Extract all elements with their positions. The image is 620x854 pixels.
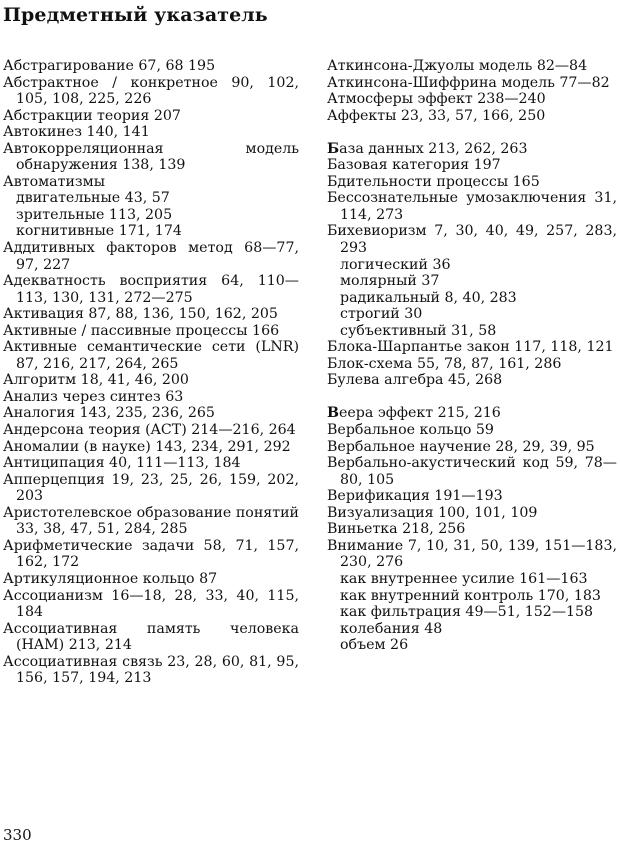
index-entry: Визуализация 100, 101, 109: [327, 504, 538, 521]
index-entry: Аффекты 23, 33, 57, 166, 250: [327, 107, 546, 124]
index-entry: Автокинез 140, 141: [3, 124, 150, 141]
index-entry: Бихевиоризм 7, 30, 40, 49, 257, 283, 293: [327, 223, 617, 257]
index-entry: Ассоциативная связь 23, 28, 60, 81, 95, 156, 157, 194, 213: [3, 653, 299, 687]
index-entry: Апперцепция 19, 23, 25, 26, 159, 202, 203: [3, 471, 299, 505]
section-gap: [327, 124, 617, 141]
index-entry: Артикуляционное кольцо 87: [3, 570, 218, 587]
index-entry: Активные / пассивные процессы 166: [3, 322, 280, 339]
index-entry: Бдительности процессы 165: [327, 173, 540, 190]
index-entry: Абстрагирование 67, 68 195: [3, 58, 216, 74]
index-entry: Анализ через синтез 63: [3, 388, 184, 405]
index-entry: Вербально-акустический код 59, 78—80, 105: [327, 455, 617, 488]
index-subentry: двигательные 43, 57: [16, 190, 170, 207]
index-subentry: субъективный 31, 58: [340, 322, 497, 339]
index-entry: Ассоцианизм 16—18, 28, 33, 40, 115, 184: [3, 587, 299, 621]
index-entry: Базовая категория 197: [327, 157, 501, 174]
index-entry: Булева алгебра 45, 268: [327, 372, 503, 389]
index-subentry: как внутренний контроль 170, 183: [340, 587, 601, 604]
index-entry: Абстрактное / конкретное 90, 102, 105, 108, 225, 226: [3, 74, 299, 108]
index-entry: Активация 87, 88, 136, 150, 162, 205: [3, 306, 278, 323]
index-subentry: радикальный 8, 40, 283: [340, 289, 517, 306]
index-entry: Автокорреляционная модель обнаружения 138, 139: [3, 140, 299, 174]
page-title: Предметный указатель: [3, 4, 268, 26]
index-entry: Аристотелевское образование понятий 33, 38, 47, 51, 284, 285: [3, 504, 299, 538]
section-gap: [327, 389, 617, 406]
index-column-right: [327, 58, 617, 654]
index-entry: Блок-схема 55, 78, 87, 161, 286: [327, 355, 562, 372]
index-entry: Вербальное научение 28, 29, 39, 95: [327, 438, 595, 455]
index-entry: База данных 213, 262, 263: [327, 140, 528, 157]
index-entry: Виньетка 218, 256: [327, 521, 466, 538]
index-entry: Аддитивных факторов метод 68—77, 97, 227: [3, 240, 299, 273]
index-entry: Антиципация 40, 111—113, 184: [3, 455, 241, 472]
index-entry: Верификация 191—193: [327, 488, 503, 505]
index-entry: Атмосферы эффект 238—240: [327, 91, 546, 108]
index-subentry: как внутреннее усилие 161—163: [340, 570, 588, 587]
index-entry: Веера эффект 215, 216: [327, 405, 501, 422]
page-number: 330: [3, 826, 32, 844]
index-entry: Внимание 7, 10, 31, 50, 139, 151—183, 230, 276: [327, 537, 617, 571]
index-entry: Блока-Шарпантье закон 117, 118, 121: [327, 339, 614, 356]
index-column-left: [3, 58, 299, 687]
index-subentry: объем 26: [340, 637, 409, 654]
index-entry: Активные семантические сети (LNR) 87, 216, 217, 264, 265: [3, 339, 299, 372]
index-subentry: колебания 48: [340, 620, 443, 637]
index-entry: Автоматизмы: [3, 173, 105, 190]
index-entry: Андерсона теория (ACT) 214—216, 264: [3, 422, 296, 439]
index-subentry: как фильтрация 49—51, 152—158: [340, 604, 594, 621]
index-entry: Аткинсона-Шиффрина модель 77—82: [327, 74, 610, 91]
index-entry: Вербальное кольцо 59: [327, 422, 494, 439]
index-entry: Бессознательные умозаключения 31, 114, 273: [327, 190, 617, 223]
index-subentry: строгий 30: [340, 306, 423, 323]
index-entry: Абстракции теория 207: [3, 107, 181, 124]
index-entry: Аномалии (в науке) 143, 234, 291, 292: [3, 438, 291, 455]
index-entry: Арифметические задачи 58, 71, 157, 162, 172: [3, 537, 299, 571]
index-entry: Аналогия 143, 235, 236, 265: [3, 405, 215, 422]
index-subentry: когнитивные 171, 174: [16, 223, 182, 240]
index-entry: Адекватность восприятия 64, 110—113, 130, 131, 272—275: [3, 273, 299, 306]
index-entry: Аткинсона-Джуолы модель 82—84: [327, 58, 588, 74]
index-subentry: зрительные 113, 205: [16, 206, 173, 223]
index-entry: Алгоритм 18, 41, 46, 200: [3, 372, 189, 389]
index-subentry: молярный 37: [340, 273, 440, 290]
index-subentry: логический 36: [340, 256, 451, 273]
index-entry: Ассоциативная память человека (HAM) 213, 214: [3, 620, 299, 654]
